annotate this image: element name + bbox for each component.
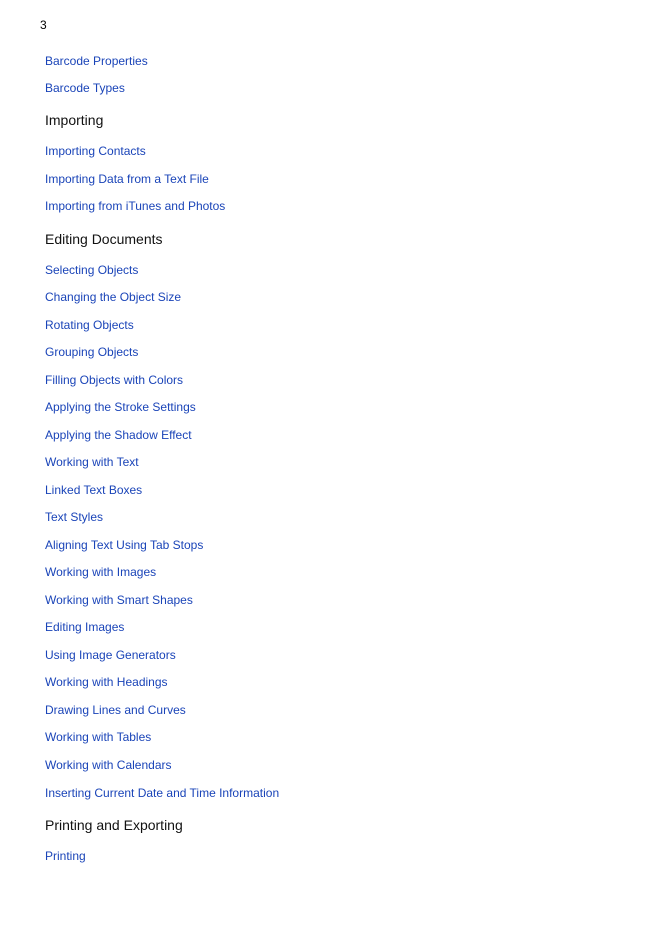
toc-link[interactable]: Applying the Shadow Effect	[45, 428, 192, 442]
toc-link[interactable]: Importing Data from a Text File	[45, 172, 209, 186]
page-number: 3	[40, 18, 47, 32]
toc-link[interactable]: Using Image Generators	[45, 648, 176, 662]
toc-link[interactable]: Inserting Current Date and Time Information	[45, 786, 280, 800]
toc-link[interactable]: Editing Images	[45, 620, 125, 634]
toc-link[interactable]: Aligning Text Using Tab Stops	[45, 538, 204, 552]
toc-section-heading: Importing	[45, 112, 104, 128]
toc-link[interactable]: Text Styles	[45, 510, 104, 524]
toc-link[interactable]: Barcode Properties	[45, 54, 148, 68]
toc-link[interactable]: Importing Contacts	[45, 144, 146, 158]
toc-link[interactable]: Applying the Stroke Settings	[45, 400, 196, 414]
toc-link[interactable]: Drawing Lines and Curves	[45, 703, 186, 717]
toc-link[interactable]: Working with Headings	[45, 675, 168, 689]
toc-section-heading: Editing Documents	[45, 231, 163, 247]
toc-link[interactable]: Rotating Objects	[45, 318, 134, 332]
toc-link[interactable]: Filling Objects with Colors	[45, 373, 184, 387]
toc-link[interactable]: Grouping Objects	[45, 345, 139, 359]
toc-link[interactable]: Changing the Object Size	[45, 290, 182, 304]
toc-link[interactable]: Working with Calendars	[45, 758, 172, 772]
toc-link[interactable]: Working with Images	[45, 565, 157, 579]
toc-link[interactable]: Importing from iTunes and Photos	[45, 199, 226, 213]
toc-section-heading: Printing and Exporting	[45, 817, 183, 833]
toc-link[interactable]: Printing	[45, 849, 86, 863]
toc-link[interactable]: Barcode Types	[45, 81, 125, 95]
toc-link[interactable]: Linked Text Boxes	[45, 483, 143, 497]
toc-link[interactable]: Working with Tables	[45, 730, 152, 744]
toc-link[interactable]: Working with Smart Shapes	[45, 593, 193, 607]
toc-link[interactable]: Working with Text	[45, 455, 139, 469]
toc-link[interactable]: Selecting Objects	[45, 263, 139, 277]
